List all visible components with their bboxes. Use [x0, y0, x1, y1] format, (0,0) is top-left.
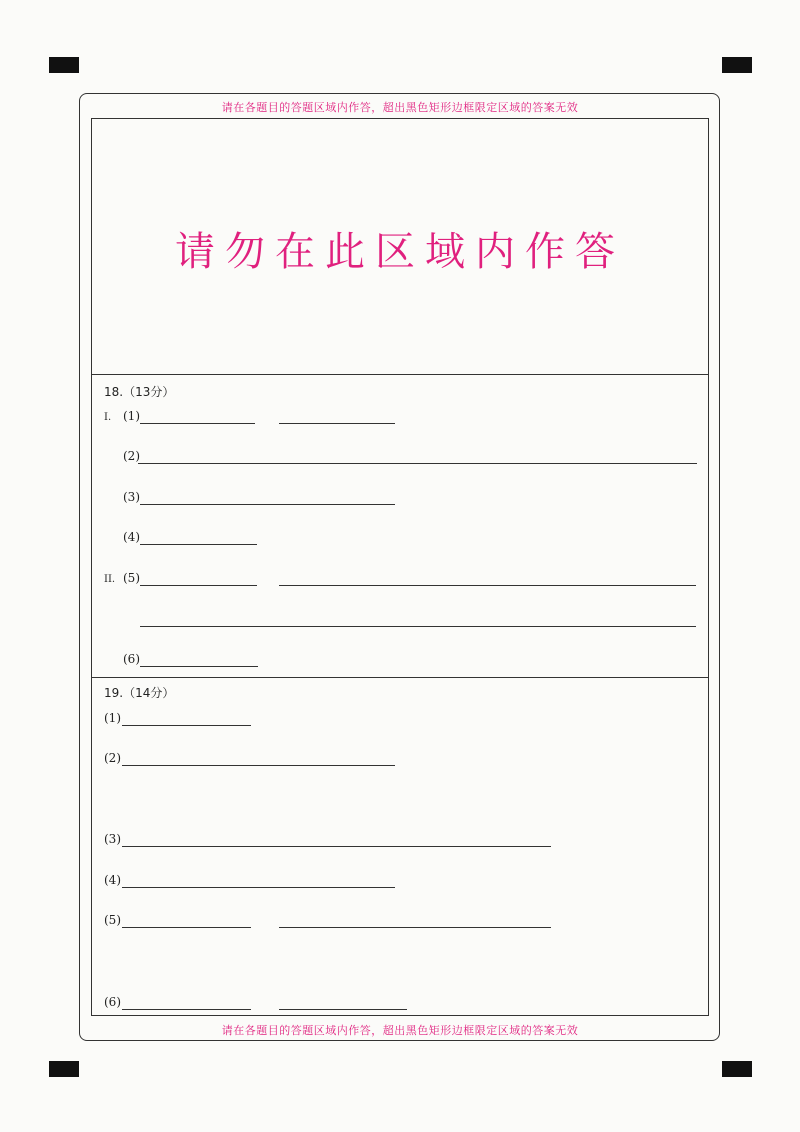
- notice-top: 请在各题目的答题区域内作答，超出黑色矩形边框限定区域的答案无效: [221, 101, 579, 114]
- q18-item-2-label: (2): [123, 449, 140, 463]
- q19-item-4-label: (4): [104, 873, 121, 887]
- q19-item-3-label: (3): [104, 832, 121, 846]
- q18-2-answer-line[interactable]: [138, 463, 697, 464]
- q18-4-answer-line[interactable]: [140, 544, 257, 545]
- q18-title: 18.（13分）: [104, 385, 175, 399]
- registration-mark-top-right: [722, 57, 752, 73]
- registration-mark-bottom-left: [49, 1061, 79, 1077]
- registration-mark-top-left: [49, 57, 79, 73]
- q18-1-answer-line-b[interactable]: [279, 423, 395, 424]
- q18-3-answer-line[interactable]: [140, 504, 395, 505]
- no-answer-zone-label: 请勿在此区域内作答: [175, 229, 625, 275]
- section-divider-1: [91, 374, 709, 375]
- q19-item-6-label: (6): [104, 995, 121, 1009]
- q19-item-2-label: (2): [104, 751, 121, 765]
- q19-item-5-label: (5): [104, 913, 121, 927]
- q18-5-answer-line-c[interactable]: [140, 626, 696, 627]
- q19-5-answer-line-a[interactable]: [122, 927, 251, 928]
- q18-5-answer-line-a[interactable]: [140, 585, 257, 586]
- q19-4-answer-line[interactable]: [122, 887, 395, 888]
- q19-2-answer-line[interactable]: [122, 765, 395, 766]
- q19-item-1-label: (1): [104, 711, 121, 725]
- q18-item-5-label: (5): [123, 571, 140, 585]
- q19-5-answer-line-b[interactable]: [279, 927, 551, 928]
- q18-item-1-label: (1): [123, 409, 140, 423]
- q18-part2-label: II.: [104, 574, 116, 585]
- q19-6-answer-line-b[interactable]: [279, 1009, 407, 1010]
- q19-title: 19.（14分）: [104, 686, 175, 700]
- q18-part1-label: I.: [104, 412, 112, 423]
- q19-1-answer-line[interactable]: [122, 725, 251, 726]
- q19-3-answer-line[interactable]: [122, 846, 551, 847]
- q18-1-answer-line-a[interactable]: [140, 423, 255, 424]
- section-divider-2: [91, 677, 709, 678]
- q18-item-6-label: (6): [123, 652, 140, 666]
- q19-6-answer-line-a[interactable]: [122, 1009, 251, 1010]
- q18-item-3-label: (3): [123, 490, 140, 504]
- q18-6-answer-line[interactable]: [140, 666, 258, 667]
- q18-5-answer-line-b[interactable]: [279, 585, 696, 586]
- q18-item-4-label: (4): [123, 530, 140, 544]
- notice-bottom: 请在各题目的答题区域内作答，超出黑色矩形边框限定区域的答案无效: [221, 1024, 579, 1037]
- registration-mark-bottom-right: [722, 1061, 752, 1077]
